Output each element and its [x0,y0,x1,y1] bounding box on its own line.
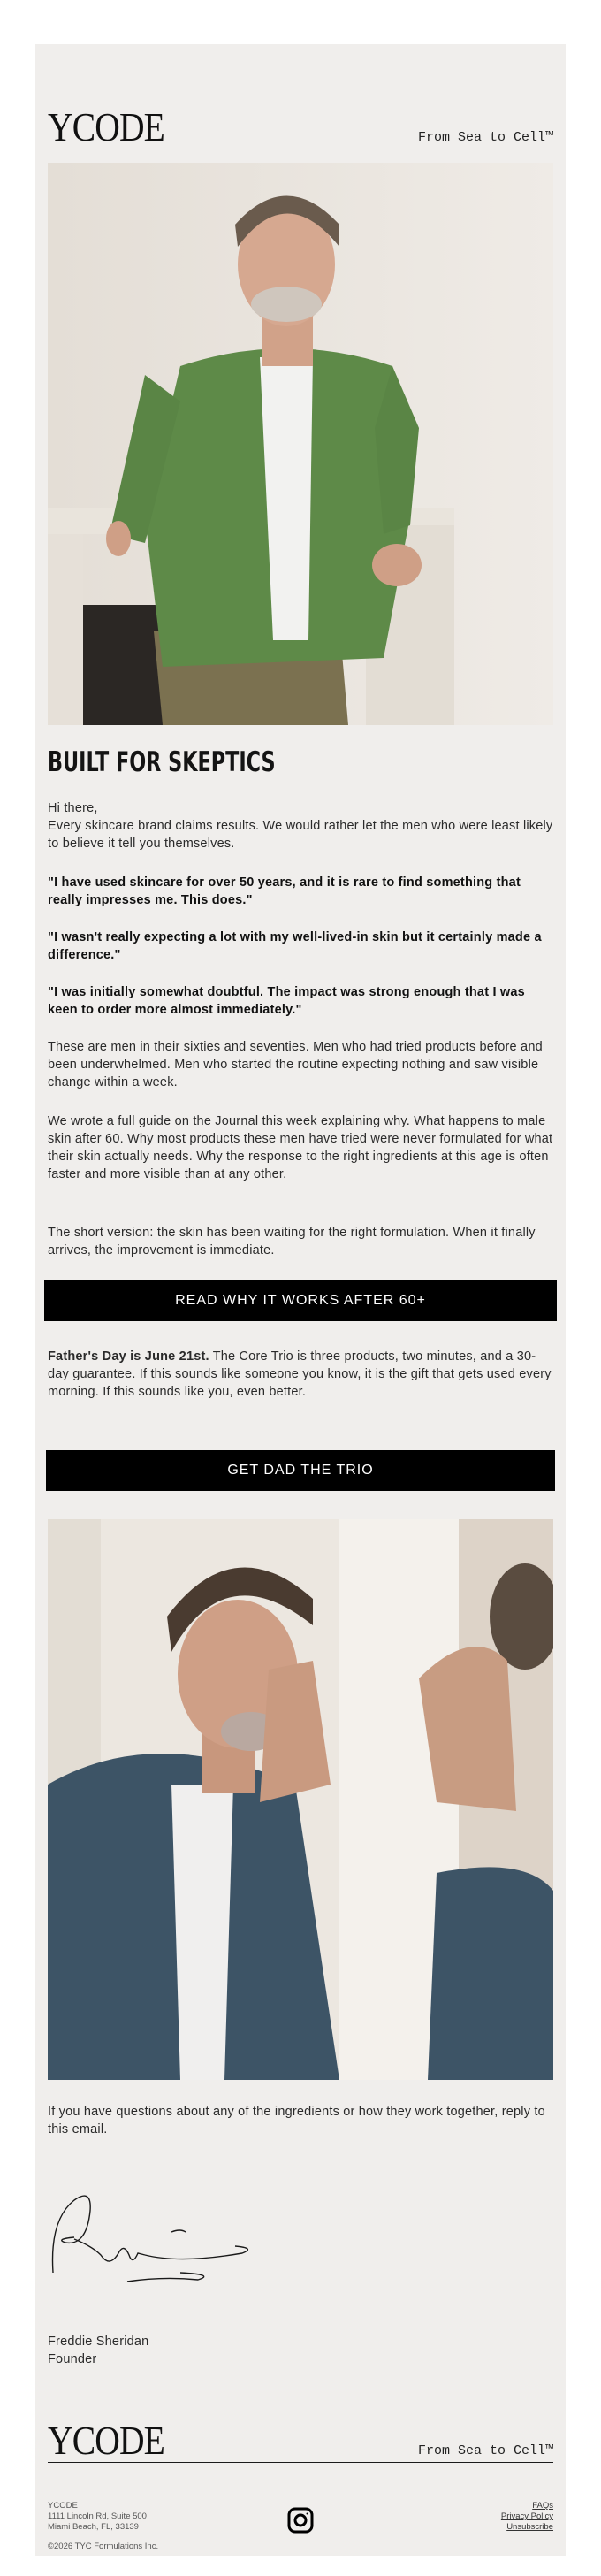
footer-logo[interactable]: YCODE [48,2418,164,2463]
signoff-title: Founder [48,2352,97,2366]
faq-link[interactable]: FAQs [532,2501,553,2511]
get-trio-button[interactable]: GET DAD THE TRIO [46,1450,555,1491]
intro-text: Every skincare brand claims results. We would rather let the men who were least likely to believe it tell you themselves. [48,819,553,851]
unsubscribe-link[interactable]: Unsubscribe [506,2522,553,2532]
testimonial-quote: "I was initially somewhat doubtful. The impact was strong enough that I was keen to order more almost immediately." [48,985,525,1017]
footer-brand-bar [48,2418,553,2463]
footer-company: YCODE [48,2501,78,2511]
testimonial-quote: "I wasn't really expecting a lot with my well-lived-in skin but it certainly made a difference." [48,930,542,962]
body-paragraph: These are men in their sixties and seventies. Men who had tried products before and been underwhelmed. Men who started the routine expecting nothing and saw visible change within a week. [48,1040,543,1089]
fathers-day-body: The Core Trio is three products, two minutes, and a 30-day guarantee. If this sounds like someone you know, it is the gift that gets used every morning. If this sounds like you, even better. [48,1349,552,1399]
fathers-day-lead: Father's Day is June 21st. [48,1349,209,1364]
footer-address-line: 1111 Lincoln Rd, Suite 500 [48,2511,147,2521]
fathers-day-text [48,1348,553,1401]
testimonial-quote: "I have used skincare for over 50 years, and it is rare to find something that really impresses me. This does." [48,875,521,907]
read-journal-button[interactable]: READ WHY IT WORKS AFTER 60+ [44,1280,557,1321]
signature-image [48,2184,260,2290]
header-brand-bar [48,104,553,149]
signoff-name: Freddie Sheridan [48,2335,149,2349]
body-paragraph: We wrote a full guide on the Journal this week explaining why. What happens to male skin after 60. Why most products these men have tried were never formulated for what their skin actually needs. Why the response to the right ingredients at this age is often faster and more visible than at any other. [48,1114,553,1181]
closing-text: If you have questions about any of the ingredients or how they work together, reply to this email. [48,2105,545,2136]
footer-tagline: From Sea to Cell™ [417,2443,553,2458]
greeting-text: Hi there, [48,801,98,815]
mirror-image [48,1519,553,2080]
email-card [35,44,566,2556]
footer-address-line: Miami Beach, FL, 33139 [48,2522,139,2532]
footer-links [412,2501,553,2533]
footer-address [48,2501,224,2552]
privacy-policy-link[interactable]: Privacy Policy [500,2511,553,2521]
footer-copyright: ©2026 TYC Formulations Inc. [48,2542,159,2551]
body-paragraph: The short version: the skin has been waiting for the right formulation. When it finally arrives, the improvement is immediate. [48,1226,536,1257]
brand-logo[interactable]: YCODE [48,104,164,149]
section-heading: BUILT FOR SKEPTICS [48,746,276,778]
hero-image [48,163,553,725]
brand-tagline: From Sea to Cell™ [417,130,553,145]
instagram-icon[interactable] [286,2506,315,2534]
